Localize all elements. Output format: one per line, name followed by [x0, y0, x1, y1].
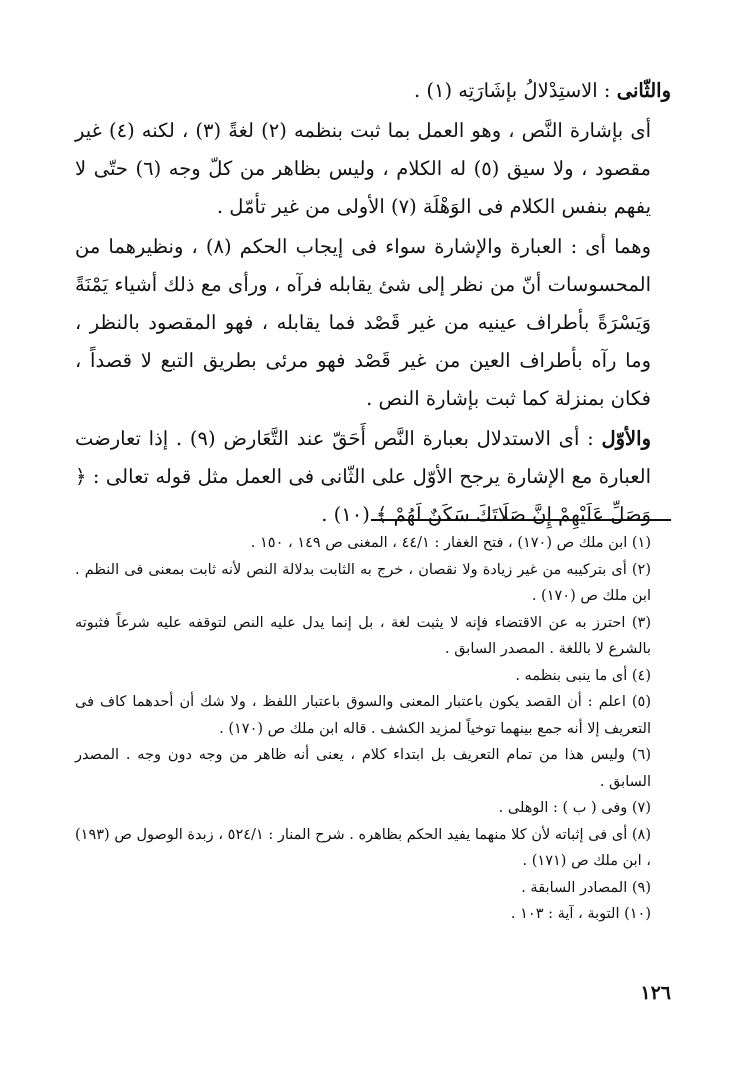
- footnote-divider: [371, 519, 671, 521]
- footnote-8: (٨) أى فى إثباته لأن كلا منهما يفيد الحكم بظاهره . شرح المنار : ٥٢٤/١ ، زبدة الوصول ص (١٩٣) ، ابن ملك ص (١٧١) .: [75, 826, 652, 869]
- paragraph-1: أى بإشارة النَّص ، وهو العمل بما ثبت بنظمه (٢) لغةً (٣) ، لكنه (٤) غير مقصود ، ولا سيق (٥) له الكلام ، وليس بظاهر من كلّ وجه (٦) حتّى لا يفهم بنفس الكلام فى الوَهْلَة (٧) الأولى من غير تأمّل .: [75, 119, 651, 218]
- footnote-6: (٦) وليس هذا من تمام التعريف بل ابتداء كلام ، يعنى أنه ظاهر من وجه دون وجه . المصدر السابق .: [75, 747, 651, 790]
- paragraph-3-rest: : أى الاستدلال بعبارة النَّص أَحَقّ عند التَّعَارض (٩) . إذا تعارضت العبارة مع الإشارة يرجح الأوّل على الثّانى فى العمل مثل قوله تعالى : ﴿ وَصَلِّ عَلَيْهِمْ إِنَّ صَلَاتَكَ سَكَنٌ لَهُمْ ﴾ (١٠) .: [75, 427, 651, 526]
- page-number: ١٢٦: [640, 982, 671, 1004]
- paragraph-3-lead: والأوّل: [601, 427, 651, 450]
- heading-lead: والثّانى: [616, 79, 671, 102]
- footnote-9: (٩) المصادر السابقة .: [521, 879, 651, 896]
- footnotes: [75, 530, 671, 928]
- paragraph-2: وهما أى : العبارة والإشارة سواء فى إيجاب الحكم (٨) ، ونظيرهما من المحسوسات أنّ من نظر إلى شئ يقابله فرآه ، ورأى مع ذلك أشياء يَمْنَةً وَيَسْرَةً بأطراف عينيه من غير قَصْد فما يقابله ، فهو المقصود بالنظر ، وما رآه بأطراف العين من غير قَصْد فهو مرئى بطريق التبع لا قصداً ، فكان بمنزلة كما ثبت بإشارة النص .: [75, 235, 651, 410]
- main-text: [75, 72, 671, 534]
- paragraph-3: [75, 420, 671, 534]
- heading-line: [75, 72, 671, 110]
- heading-rest: : الاستِدْلالُ بإشَارَتِه (١) .: [413, 79, 611, 102]
- footnote-5: (٥) اعلم : أن القصد يكون باعتبار المعنى والسوق باعتبار اللفظ ، ولا شك أن أحدهما كاف فى التعريف إلا أنه جمع بينهما توخياً لمزيد الكشف . قاله ابن ملك ص (١٧٠) .: [75, 694, 651, 737]
- footnote-2: (٢) أى بتركيبه من غير زيادة ولا نقصان ، خرج به الثابت بدلالة النص لأنه ثابت بمعنى فى النظم . ابن ملك ص (١٧٠) .: [75, 561, 651, 604]
- footnote-4: (٤) أى ما ينبى بنظمه .: [515, 667, 651, 684]
- footnote-3: (٣) احترز به عن الاقتضاء فإنه لا يثبت لغة ، بل إنما يدل عليه النص لتوقفه عليه شرعاً فثبوته بالشرع لا باللغة . المصدر السابق .: [75, 614, 651, 657]
- footnote-7: (٧) وفى ( ب ) : الوهلى .: [498, 800, 651, 816]
- footnote-1: (١) ابن ملك ص (١٧٠) ، فتح الغفار : ٤٤/١ ، المغنى ص ١٤٩ ، ١٥٠ .: [250, 535, 651, 551]
- footnote-10: (١٠) التوبة ، آية : ١٠٣ .: [510, 906, 651, 922]
